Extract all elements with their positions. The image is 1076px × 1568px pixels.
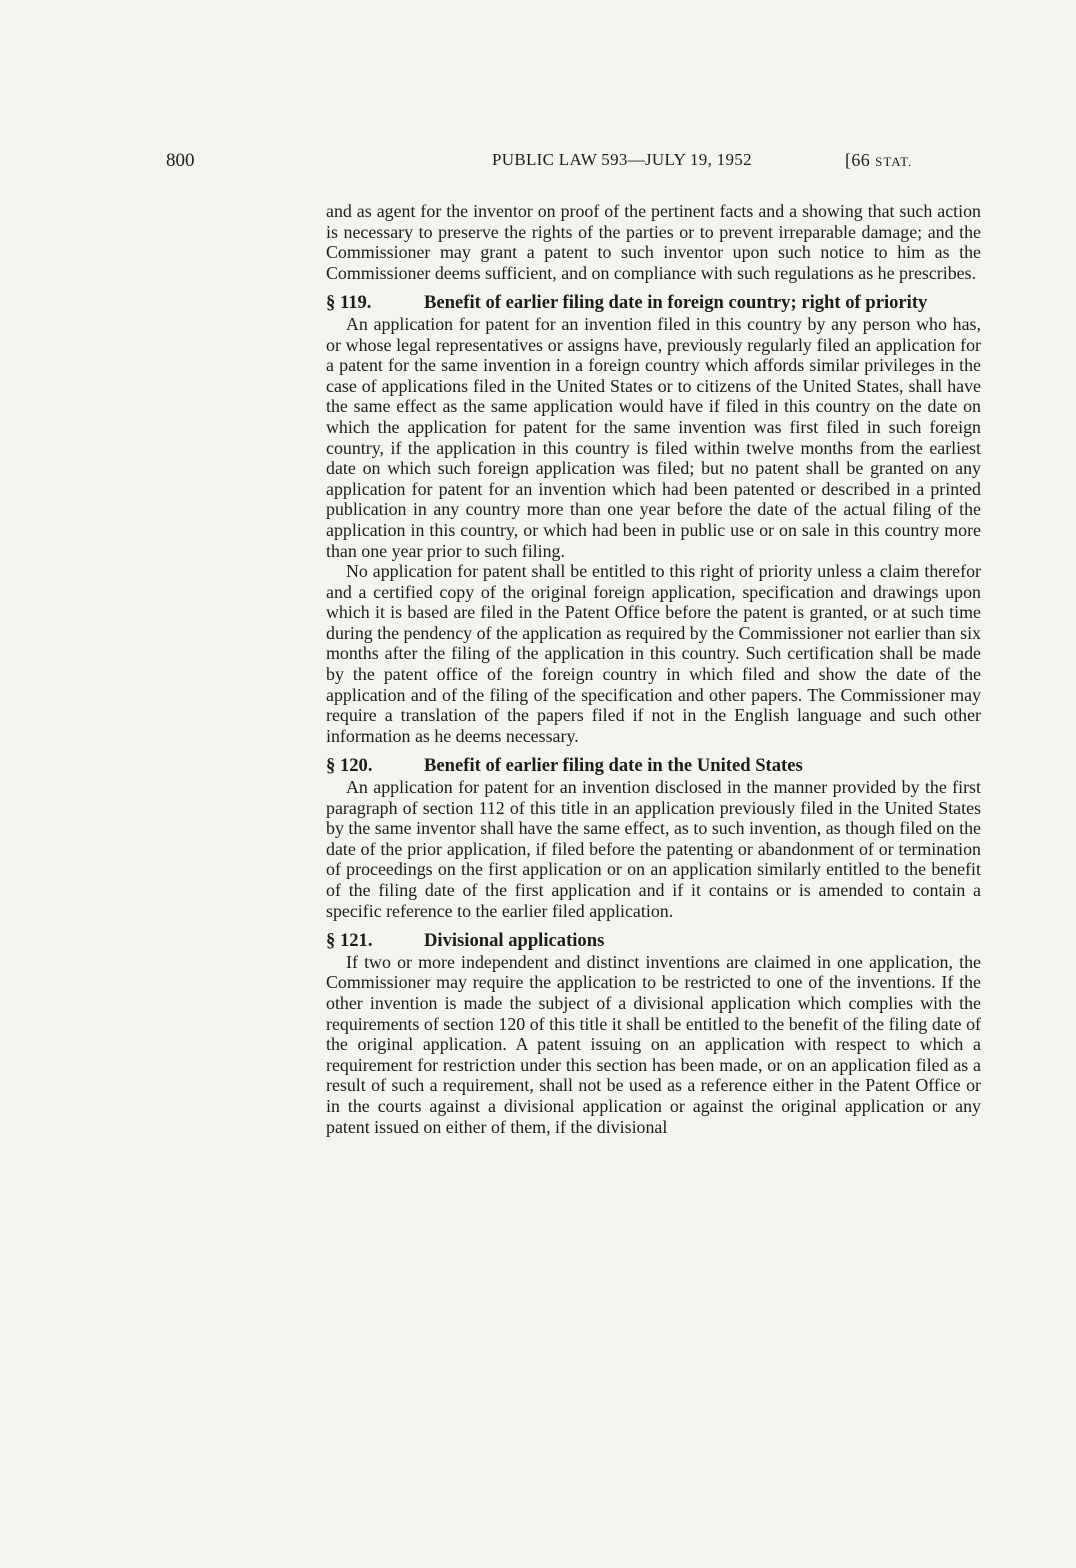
section-title: Benefit of earlier filing date in the United States <box>424 755 803 777</box>
section-number: § 119. <box>326 292 372 314</box>
body-text <box>326 201 981 1137</box>
section-heading-121 <box>326 931 981 952</box>
volume-reference-prefix: [66 <box>845 150 876 170</box>
continuation-paragraph: and as agent for the inventor on proof of the pertinent facts and a showing that such action is necessary to preserve the rights of the parties or to prevent irreparable damage; and the Commissioner may grant a patent to such inventor upon such notice to him as the Commissioner deems sufficient, and on compliance with such regulations as he prescribes. <box>326 201 981 283</box>
page-number: 800 <box>166 150 195 171</box>
section-120-paragraph-1: An application for patent for an invention disclosed in the manner provided by the first paragraph of section 112 of this title in an application previously filed in the United States by the same inventor shall have the same effect, as to such invention, as though filed on the date of the prior application, if filed before the patenting or abandonment of or termination of proceedings on the first application or on an application similarly entitled to the benefit of the filing date of the first application and if it contains or is amended to contain a specific reference to the earlier filed application. <box>326 777 981 921</box>
volume-reference-abbrev: STAT. <box>875 154 913 169</box>
section-121-paragraph-1: If two or more independent and distinct inventions are claimed in one application, the Commissioner may require the application to be restricted to one of the inventions. If the other invention is made the subject of a divisional application which complies with the requirements of section 120 of this title it shall be entitled to the benefit of the filing date of the original application. A patent issuing on an application with respect to which a requirement for restriction under this section has been made, or on an application filed as a result of such a requirement, shall not be used as a reference either in the Patent Office or in the courts against a divisional application or against the original application or any patent issued on either of them, if the divisional <box>326 951 981 1137</box>
section-heading-119 <box>326 293 981 314</box>
section-119-paragraph-2: No application for patent shall be entitled to this right of priority unless a claim therefor and a certified copy of the original foreign application, specification and drawings upon which it is based are filed in the Patent Office before the patent is granted, or at such time during the pendency of the application as required by the Commissioner not earlier than six months after the filing of the application in this country. Such certification shall be made by the patent office of the foreign country in which filed and show the date of the application and of the filing of the specification and other papers. The Commissioner may require a translation of the papers filed if not in the English language and such other information as he deems necessary. <box>326 561 981 746</box>
section-title: Divisional applications <box>424 930 605 952</box>
section-119-paragraph-1: An application for patent for an invention filed in this country by any person who has, or whose legal representatives or assigns have, previously regularly filed an application for a patent for the same invention in a foreign country which affords similar privileges in the case of applications filed in the United States or to citizens of the United States, shall have the same effect as the same application would have if filed in this country on the date on which the application for patent for the same invention was first filed in such foreign country, if the application in this country is filed within twelve months from the earliest date on which such foreign application was filed; but no patent shall be granted on any application for patent for an invention which had been patented or described in a printed publication in any country more than one year before the date of the actual filing of the application in this country, or which had been in public use or on sale in this country more than one year prior to such filing. <box>326 313 981 561</box>
section-number: § 120. <box>326 755 373 777</box>
volume-reference <box>845 150 912 171</box>
running-head: PUBLIC LAW 593—JULY 19, 1952 <box>492 150 752 169</box>
section-title: Benefit of earlier filing date in foreign country; right of priority <box>424 292 928 314</box>
section-heading-120 <box>326 756 981 777</box>
section-number: § 121. <box>326 930 373 952</box>
